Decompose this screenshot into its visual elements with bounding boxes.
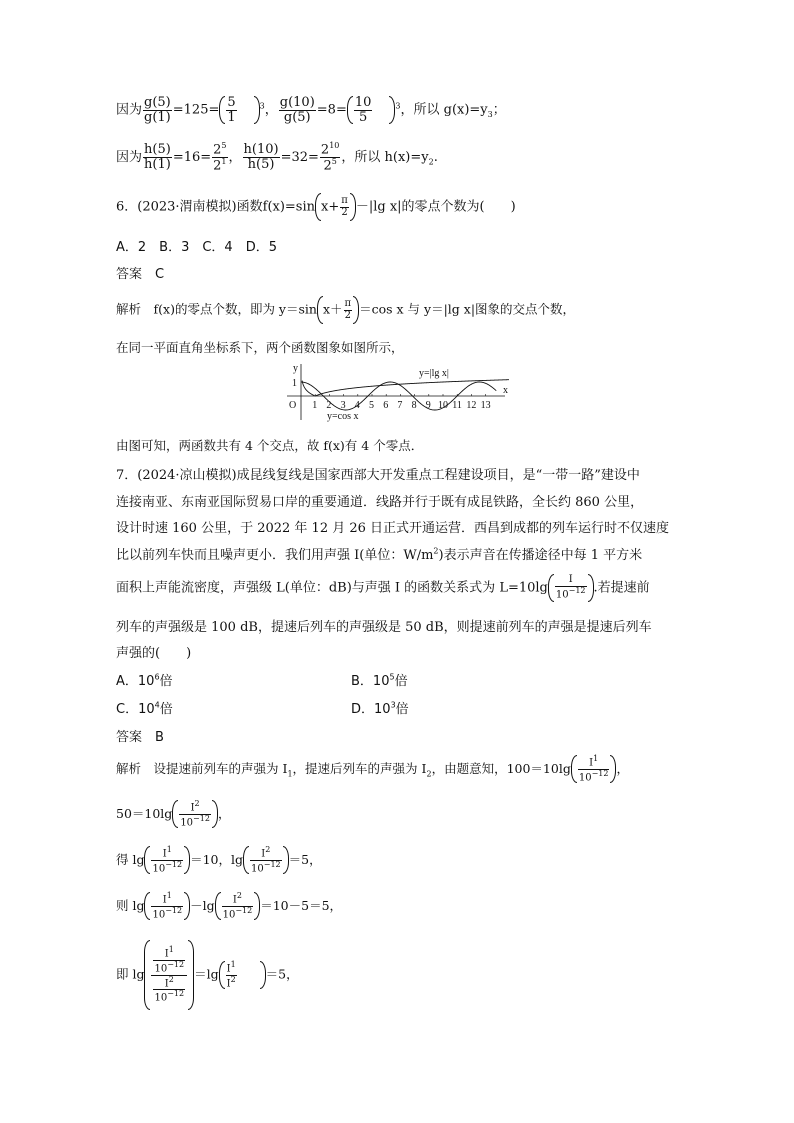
lg-curve-label: y=|lg x| [419,368,449,379]
function-graph [283,362,509,422]
q7-solution-3: 得 lg $\frac{I^1}{10^{-12}}$ ＝10，lg $\frac{I^2}{10^{-12}}$ ＝5， [116,845,322,875]
intro-line-1: 因为 $\frac{g(5)}{g(1)}$ =125= $\frac{5}{1}$ $^3$， $\frac{g(10)}{g(5)}$ =8= $\frac{10}{5}$ $^3$，所以 $g(x)=y_3$； [116,95,506,125]
x-tick-label: 7 [397,400,403,411]
x-tick-label: 6 [383,400,389,411]
q6-stem: 6．(2023·渭南模拟)函数f(x)=sin x+ $\frac{\pi}{2}$ －|lg x|的零点个数为( ) [116,193,516,221]
q7-stem-5: 面积上声能流密度，声强级 L(单位：dB)与声强 I 的函数关系式为 L=10lg $\frac{I}{10^{-12}}$ .若提速前 [116,574,650,601]
x-tick-label: 11 [452,400,462,411]
origin-label: O [289,400,297,411]
x-tick-label: 9 [425,400,431,411]
x-tick-label: 10 [438,400,448,411]
q6-solution-2: 在同一平面直角坐标系下，两个函数图象如图所示， [116,340,404,355]
q7-answer: 答案 B [116,730,164,745]
q7-stem-3: 设计时速 160 公里，于 2022 年 12 月 26 日正式开通运营．西昌到成都的列车运行时不仅速度 [116,521,670,536]
y-tick-label: 1 [292,378,297,389]
q7-stem-4: 比以前列车快而且噪声更小．我们用声强 I(单位：$W/m^2$)表示声音在传播途径中每 1 平方米 [116,546,643,563]
x-tick-label: 1 [312,400,318,411]
fraction: $\frac{g(5)}{g(1)}$ [144,95,171,125]
q7-option-c: C．$10^4$倍 [116,700,173,717]
y-axis-label: y [293,363,298,374]
x-tick-label: 13 [480,400,491,411]
x-tick-label: 2 [326,400,332,411]
q7-stem-1: 7．(2024·凉山模拟)成昆线复线是国家西部大开发重点工程建设项目，是“一带一路”建设中 [116,468,640,483]
q7-solution-4: 则 lg $\frac{I^1}{10^{-12}}$ －lg $\frac{I^2}{10^{-12}}$ ＝10－5＝5， [116,891,343,921]
q7-stem-2: 连接南亚、东南亚国际贸易口岸的重要通道．线路并行于既有成昆铁路，全长约 860 公里， [116,495,644,510]
intro-line-2: 因为 $\frac{h(5)}{h(1)}$ =16= $\frac{2^5}{2^1}$ ， $\frac{h(10)}{h(5)}$ =32= $\frac{2^{10}}{2^5}$ ，所以 $h(x)=y_2$. [116,141,438,174]
q6-solution-1: 解析 f(x)的零点个数，即为 y＝sin x＋ $\frac{\pi}{2}$ ＝cos x 与 y＝|lg x|图象的交点个数， [116,296,575,324]
q7-option-b: B．$10^5$倍 [351,672,408,689]
x-axis-label: x [503,385,508,396]
x-tick-label: 4 [354,400,360,411]
x-tick-label: 12 [466,400,477,411]
cos-curve-label: y=cos x [327,411,359,422]
x-tick-label: 3 [340,400,346,411]
q7-stem-7: 声强的( ) [116,646,192,661]
q7-option-d: D．$10^3$倍 [351,700,409,717]
q7-stem-6: 列车的声强级是 100 dB，提速后列车的声强级是 50 dB，则提速前列车的声强是提速后列车 [116,620,652,635]
x-tick-label: 5 [369,400,374,411]
q7-solution-5: 即 lg $\frac{\frac{I^1}{10^{-12}}}{\frac{I^2}{10^{-12}}}$ ＝lg $\frac{I^1}{I^2}$ ＝5， [116,940,299,1010]
q6-options: A．2 B．3 C．4 D．5 [116,240,277,255]
q7-solution-2: 50＝10lg $\frac{I^2}{10^{-12}}$ ， [116,799,231,829]
x-tick-label: 8 [411,400,417,411]
q6-answer: 答案 C [116,267,165,282]
q7-option-a: A．$10^6$倍 [116,672,173,689]
q6-solution-3: 由图可知，两函数共有 4 个交点，故 f(x)有 4 个零点． [116,438,424,453]
q7-solution-1: 解析 设提速前列车的声强为 $I_1$，提速后列车的声强为 $I_2$，由题意知，100＝10lg $\frac{I^1}{10^{-12}}$ ， [116,754,629,784]
